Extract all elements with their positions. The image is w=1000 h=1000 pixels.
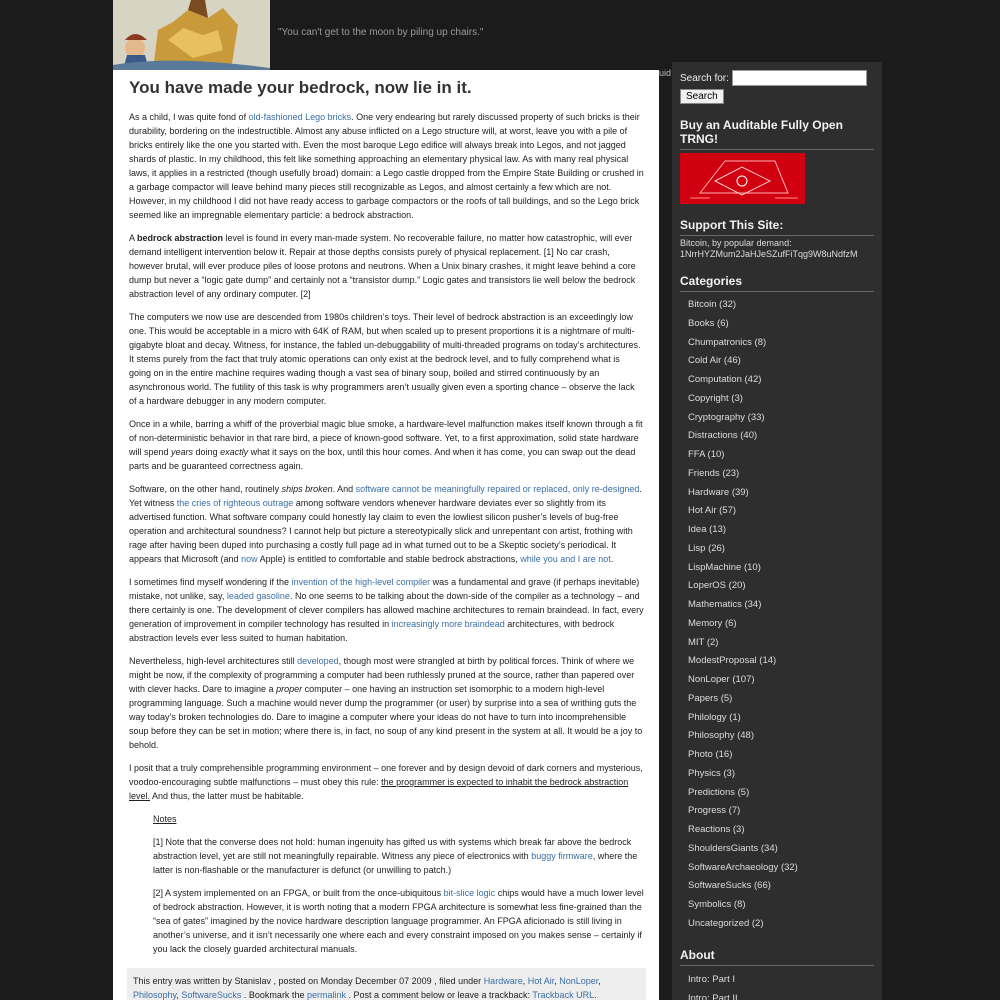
inline-link[interactable]: Hardware	[483, 976, 523, 986]
search-form	[680, 70, 874, 86]
support-line-1: Bitcoin, by popular demand:	[680, 238, 792, 248]
category-link[interactable]: Distractions (40)	[688, 430, 758, 442]
italic-text: years	[171, 447, 194, 457]
italic-text: exactly	[220, 447, 249, 457]
inline-link[interactable]: NonLoper	[559, 976, 599, 986]
categories-heading: Categories	[680, 274, 874, 292]
post-title[interactable]: You have made your bedrock, now lie in it.	[129, 78, 472, 97]
category-link[interactable]: Progress (7)	[688, 805, 741, 817]
category-link[interactable]: LispMachine (10)	[688, 561, 761, 573]
category-link[interactable]: LoperOS (20)	[688, 580, 746, 592]
category-link[interactable]: Hot Air (57)	[688, 505, 737, 517]
category-link[interactable]: Bitcoin (32)	[688, 299, 737, 310]
inline-link[interactable]: SoftwareSucks	[181, 990, 242, 1000]
inline-link[interactable]: the cries of righteous outrage	[176, 498, 294, 508]
support-text	[680, 238, 874, 260]
category-link[interactable]: Photo (16)	[688, 749, 733, 760]
main-content	[113, 70, 659, 1000]
inline-link[interactable]: increasingly more braindead	[391, 619, 505, 629]
inline-link[interactable]: while you and I are not	[520, 554, 611, 564]
category-link[interactable]: Uncategorized (2)	[688, 917, 764, 929]
category-link[interactable]: SoftwareSucks (66)	[688, 880, 771, 892]
category-link[interactable]: Philology (1)	[688, 711, 741, 723]
inline-link[interactable]: Philosophy	[133, 990, 177, 1000]
category-link[interactable]: Philosophy (48)	[688, 730, 755, 742]
category-link[interactable]: Memory (6)	[688, 617, 737, 629]
inline-link[interactable]: invention of the high-level compiler	[291, 577, 431, 587]
castle-illustration-icon	[113, 0, 270, 70]
category-link[interactable]: NonLoper (107)	[688, 674, 755, 685]
category-link[interactable]: Papers (5)	[688, 692, 733, 704]
category-link[interactable]: Reactions (3)	[688, 824, 745, 835]
category-link[interactable]: Predictions (5)	[688, 786, 750, 798]
inline-link[interactable]: permalink	[306, 990, 346, 1000]
inline-link[interactable]: leaded gasoline	[226, 591, 290, 601]
underlined-rule: the programmer is expected to inhabit the bedrock abstraction level.	[129, 777, 629, 801]
inline-link[interactable]: old-fashioned Lego bricks	[248, 112, 352, 122]
note-1: [1] Note that the converse does not hold: human ingenuity has gifted us with systems which break far above the bedrock abstraction level, yet are still not meaningfully repairable. Witness any piece of electronics with buggy firmware, where the latter is non-flashable or the manufacturer is defunct (or unwilling to patch.)	[153, 837, 638, 875]
trng-heading: Buy an Auditable Fully Open TRNG!	[680, 118, 874, 150]
italic-text: proper	[276, 684, 303, 694]
category-link[interactable]: Computation (42)	[688, 374, 762, 385]
paragraph-7: Nevertheless, high-level architectures still developed, though most were strangled at birth by political forces. Think of where we might be now, if the complexity of programming a computer had been ruthlessly pruned at the source, rather than papered over with clever hacks. Dare to imagine a proper computer – one having an instruction set isomorphic to a modern high-level programming language. Such a machine would never dump the programmer (or user) by surprise into a sea of writhing guts the way today’s broken technologies do. Dare to imagine a computer where your ideas do not have to turn into incomprehensible soup before they can be set in motion; where there is, in fact, no soup of any kind present in the system at all. It would be a joy to behold.	[129, 656, 643, 750]
category-link[interactable]: Lisp (26)	[688, 542, 725, 554]
trng-device-icon	[680, 153, 805, 204]
site-tagline: "You can't get to the moon by piling up chairs."	[278, 27, 484, 38]
note-2: [2] A system implemented on an FPGA, or built from the once-ubiquitous bit-slice logic chips would have a much lower level of bedrock abstraction. However, it is worth noting that a modern FPGA architecture is somewhat less fine-grained than the “sea of gates” imagined by the novice hardware description language programmer. An FPGA aficionado is still living in another’s universe, and it isn’t necessarily one where each and every constraint imposed on you makes sense – certainly if you lack the closely guarded architectural manuals.	[153, 888, 644, 954]
sidebar	[672, 62, 882, 1000]
category-link[interactable]: Idea (13)	[688, 524, 727, 535]
paragraph-2: A bedrock abstraction level is found in every man-made system. No recoverable failure, no matter how catastrophic, will ever demand intelligent intervention below it. Repair at those depths consists purely of physical replacement. [1] No car crash, however brutal, will ever produce piles of loose protons and neutrons. When a Unix binary crashes, it might leave behind a core dump but never a “logic gate dump” and certainly not a “transistor dump.” Logic gates and transistors lie well below the bedrock abstraction level of any ordinary computer. [2]	[129, 233, 636, 299]
paragraph-1: As a child, I was quite fond of old-fashioned Lego bricks. One very endearing but rarely discussed property of such bricks is their durability, bordering on the indestructible. Almost any abuse inflicted on a Lego structure will, at worst, leave you with a pile of bricks entirely like the one you started with. Even the most baroque Lego edifice will always break into Legos, and not jagged shards of plastic. In my childhood, this felt like something approaching an elementary physical law. As with many real physical laws, it applies in a restricted (though usefully broad) domain: a Lego castle dropped from the Empire State Building or crushed in a garbage compactor will leave behind many pieces still recognizable as Legos, and almost certainly a few which are not. However, in my childhood I did not have ready access to garbage compactors or the roofs of tall buildings, and so the Lego brick seemed like an impregnable elementary particle: a bedrock abstraction.	[129, 112, 644, 220]
notes-section	[129, 812, 644, 956]
post-meta-footer: This entry was written by Stanislav , posted on Monday December 07 2009 , filed under Hardware, Hot Air, NonLoper, Philosophy, SoftwareSucks . Bookmark the permalink . Post a comment below or leave a trackback: Trackback URL.	[127, 968, 646, 1000]
category-link[interactable]: MIT (2)	[688, 636, 719, 648]
bitcoin-address: 1NrrHYZMum2JaHJeSZufFiTqg9W8uNdfzM	[680, 249, 858, 259]
paragraph-6: I sometimes find myself wondering if the invention of the high-level compiler was a fundamental and grave (if perhaps inevitable) mistake, not unlike, say, leaded gasoline. No one seems to be talking about the down-side of the compiler as a technology – and there certainly is one. The development of clever compilers has allowed machine architectures to remain braindead. In fact, every generation of improvement in compiler technology has resulted in increasingly more braindead architectures, with bedrock abstraction levels ever less suited to human habitation.	[129, 577, 644, 643]
about-link[interactable]: Intro: Part I	[688, 973, 735, 985]
inline-link[interactable]: now	[241, 554, 258, 564]
paragraph-3: The computers we now use are descended from 1980s children’s toys. Their level of bedrock abstraction is an exceedingly low one. This would be acceptable in a micro with 64K of RAM, but when scaled up to present proportions it is a nightmare of multi-gigabyte bloat and decay. Witness, for instance, the fabled un-debuggability of multi-threaded programs on today’s architectures. It stems purely from the fact that truly atomic operations can only exist at the bedrock level, and to fully comprehend what is going on in the entire machine requires wading though a vast sea of binary soup, boiled and stirred continuously by an asynchronous world. The futility of this task is why programmers aren’t usually given even a sporting chance – observe the lack of a hardware debugger in any modern computer.	[129, 312, 641, 406]
paragraph-8: I posit that a truly comprehensible programming environment – one forever and by design devoid of dark corners and mysterious, voodoo-encouraging subtle malfunctions – must obey this rule: the programmer is expected to inhabit the bedrock abstraction level. And thus, the latter must be habitable.	[129, 763, 643, 801]
paragraph-5: Software, on the other hand, routinely ships broken. And software cannot be meaningfully repaired or replaced, only re-designed. Yet witness the cries of righteous outrage among software vendors whenever hardware deviates ever so slightly from its advertised function. What software company could honestly lay claim to even the lowliest silicon pusher’s levels of bug-free operation and architectural soundness? I cannot help but picture a stereotypically slick and unrepentant con artist, frothing with rage after having been duped into purchasing a costly full page ad in what turned out to be a Skeptic society’s periodical. It appears that Microsoft (and now Apple) is entitled to comfortable and stable bedrock abstractions, while you and I are not.	[129, 484, 642, 564]
about-list	[680, 970, 874, 1000]
notes-title: Notes	[153, 814, 177, 824]
category-link[interactable]: FFA (10)	[688, 449, 725, 460]
category-link[interactable]: Cold Air (46)	[688, 355, 741, 367]
about-link[interactable]: Intro: Part II	[688, 992, 738, 1000]
category-link[interactable]: Hardware (39)	[688, 486, 749, 498]
category-link[interactable]: Symbolics (8)	[688, 899, 746, 910]
category-link[interactable]: ModestProposal (14)	[688, 655, 777, 667]
italic-text: ships broken	[281, 484, 333, 494]
about-heading: About	[680, 948, 874, 966]
search-input[interactable]	[732, 70, 867, 86]
category-link[interactable]: Friends (23)	[688, 467, 740, 479]
inline-link[interactable]: Trackback URL	[532, 990, 595, 1000]
inline-link[interactable]: software cannot be meaningfully repaired or replaced, only re-designed	[355, 484, 640, 494]
categories-list	[680, 296, 874, 934]
category-link[interactable]: Mathematics (34)	[688, 599, 762, 610]
clipped-nav-text: uid	[659, 68, 672, 78]
paragraph-4: Once in a while, barring a whiff of the proverbial magic blue smoke, a hardware-level malfunction makes itself known through a fit of non-deterministic behavior in that rare bird, a piece of known-good software. Yet, to a first approximation, solid state hardware will spend years doing exactly what it says on the box, until this hour comes. And when it has come, you can swap out the dead parts and be guaranteed correctness again.	[129, 419, 643, 471]
inline-link[interactable]: buggy firmware	[531, 851, 593, 861]
search-label: Search for:	[680, 72, 729, 84]
inline-link[interactable]: Hot Air	[527, 976, 555, 986]
inline-link[interactable]: bit-slice logic	[443, 888, 496, 898]
category-link[interactable]: SoftwareArchaeology (32)	[688, 861, 798, 873]
trng-banner[interactable]	[680, 153, 805, 204]
search-button[interactable]: Search	[680, 89, 724, 104]
category-link[interactable]: Copyright (3)	[688, 392, 743, 404]
category-link[interactable]: Books (6)	[688, 317, 729, 329]
inline-link[interactable]: developed	[297, 656, 339, 666]
category-link[interactable]: Physics (3)	[688, 767, 735, 779]
category-link[interactable]: Cryptography (33)	[688, 411, 765, 423]
category-link[interactable]: Chumpatronics (8)	[688, 336, 767, 348]
bold-text: bedrock abstraction	[137, 233, 224, 243]
category-link[interactable]: ShouldersGiants (34)	[688, 842, 778, 854]
header-image[interactable]	[113, 0, 270, 70]
support-heading: Support This Site:	[680, 218, 874, 236]
